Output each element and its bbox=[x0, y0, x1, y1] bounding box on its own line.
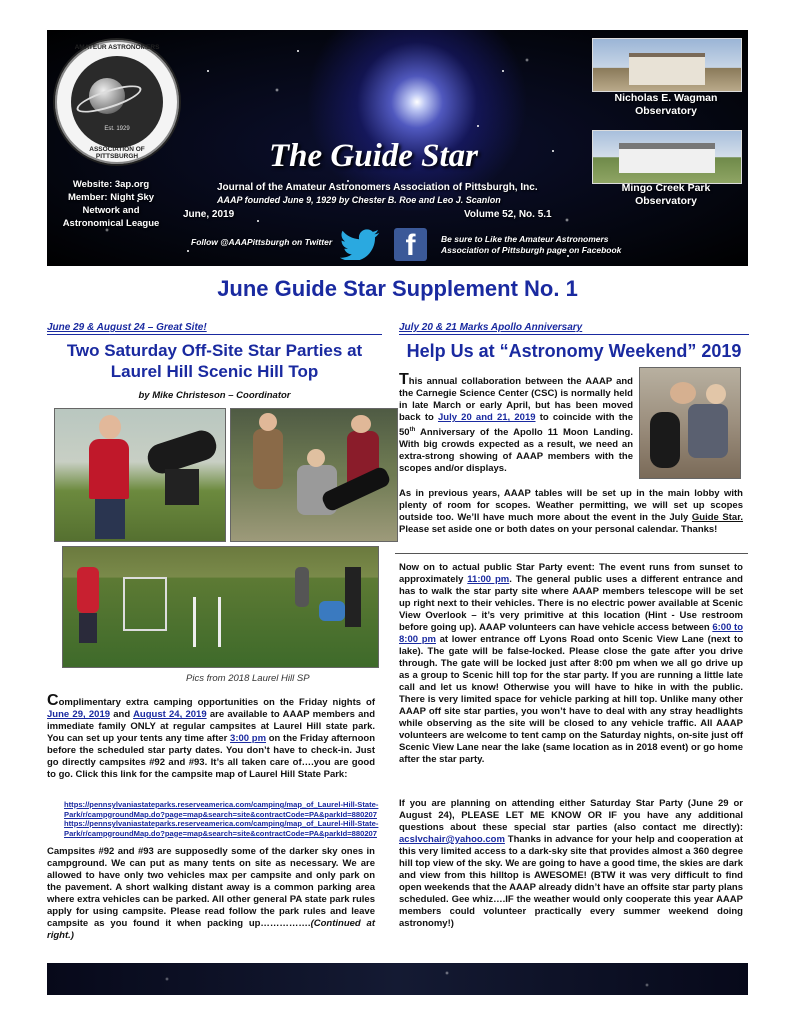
continued-note: (Continued at right.) bbox=[47, 918, 375, 941]
left-kicker-rule bbox=[47, 334, 382, 335]
logo-top-text: AMATEUR ASTRONOMERS bbox=[74, 44, 160, 51]
supplement-title: June Guide Star Supplement No. 1 bbox=[217, 276, 578, 301]
continued-paragraph-1: Now on to actual public Star Party event: The event runs from sunset to approximately 11:00 pm. The general public uses a different entrance and has to walk the star party site where AAAP members telescope will be set up right next to their vehicles. There is no electric power available at Scenic View Overlook – it’s very primitive at this location (Hint - Use restroom before going up). AAAP volunteers can have vehicle access between 6:00 to 8:00 pm at lower entrance off Lyons Road onto Scenic View Lane (next to lake). The gate will be false-locked. Please close the gate after you drive through. The gate will be locked just after 8:00 pm when we all go drive up as a group to Scenic hill top for the star party. If you are running a little late call and let us know! Otherwise you will have to hike in with the public. There is very limited space for vehicle parking at hill top. Unlike many other AAAP off site star parties, you won’t have to deal with any stray headlights while observing as the site will be closed to any vehicle traffic. All AAAP volunteers are welcome to tent camp on the Saturday nights, on-site just off Scenic View Lane near the lake (same location as in 2018 event) or go home after the star party. bbox=[399, 562, 743, 765]
left-article-headline: Two Saturday Off-Site Star Parties at Laurel Hill Scenic Hill Top bbox=[66, 341, 363, 381]
star-party-photo-group bbox=[230, 408, 398, 542]
right-kicker-rule bbox=[399, 334, 749, 335]
issue-date: June, 2019 bbox=[183, 209, 235, 220]
campsite-map-link[interactable]: https://pennsylvaniastateparks.reserveamerica.com/camping/map_of_Laurel-Hill-State- bbox=[64, 800, 379, 809]
newsletter-title: The Guide Star bbox=[269, 138, 479, 174]
continued-paragraph-2: If you are planning on attending either Saturday Star Party (June 29 or August 24), PLEASE LET ME KNOW OR IF you have any additional questions about these special star parties (also contact me directly): acslvchair@yahoo.com Thanks in advance for your help and cooperation at this very limited access to a dark-sky site that provides almost a 360 degree hill top view of the sky. We are going to have a good time, the skies are dark and view from this hilltop is AWESOME! (BTW it was very difficult to find open weekends that the AAAP already didn’t have an offsite star party plans scheduled. Gee whiz….IF the weather would only cooperate this year AAAP members could volunteer practically every summer weekend doing astronomy!) bbox=[399, 798, 743, 929]
wagman-observatory-name: Nicholas E. Wagman Observatory bbox=[614, 92, 718, 117]
time-link-3pm[interactable]: 3:00 pm bbox=[230, 733, 267, 744]
time-link-11pm[interactable]: 11:00 pm bbox=[467, 574, 510, 585]
section-separator bbox=[395, 553, 748, 554]
left-article-byline: by Mike Christeson – Coordinator bbox=[138, 390, 291, 401]
left-article-kicker: June 29 & August 24 – Great Site! bbox=[47, 322, 207, 333]
facebook-line: Association of Pittsburgh page on Facebook bbox=[441, 245, 622, 255]
facebook-line: Be sure to Like the Amateur Astronomers bbox=[441, 234, 609, 244]
founded-line: AAAP founded June 9, 1929 by Chester B. Roe and Leo J. Scanlon bbox=[217, 195, 501, 205]
time-link-6-8pm[interactable]: 6:00 to 8:00 pm bbox=[399, 622, 743, 645]
website-line: Astronomical League bbox=[62, 218, 160, 229]
masthead-banner bbox=[47, 30, 748, 266]
campsite-map-link[interactable]: Park/r/campgroundMap.do?page=map&search=site&contractCode=PA&parkId=880207 bbox=[64, 828, 377, 838]
star-party-photo-telescope bbox=[54, 408, 226, 542]
date-link-august[interactable]: August 24, 2019 bbox=[133, 709, 207, 720]
star-party-photo-field bbox=[62, 546, 379, 668]
left-paragraph-1: Complimentary extra camping opportunities on the Friday nights of June 29, 2019 and August 24, 2019 are available to AAAP members and immediate family ONLY at regular campsites at Laurel Hill state park. You can set up your tents any time after 3:00 pm on the Friday afternoon before the scheduled star party dates. You don’t have to check-in. Just go directly campsites #92 and #93. It’s all taken care of….you are good to go. Click this link for the campsite map of Laurel Hill State Park: bbox=[47, 692, 376, 780]
date-link-june[interactable]: June 29, 2019 bbox=[47, 709, 111, 720]
logo-bottom-text: ASSOCIATION OF PITTSBURGH bbox=[89, 146, 145, 160]
photo-caption: Pics from 2018 Laurel Hill SP bbox=[186, 673, 310, 684]
aaap-logo bbox=[53, 38, 181, 166]
footer-starfield-bar bbox=[47, 963, 748, 995]
astronomy-weekend-photo bbox=[639, 367, 741, 479]
facebook-icon[interactable]: f bbox=[394, 228, 427, 261]
website-line: Member: Night Sky bbox=[67, 192, 155, 203]
left-paragraph-2: Campsites #92 and #93 are supposedly some of the darker sky ones in campground. We can put as many tents on site as necessary. We are allowed to have only two vehicles max per campsite and only park on the pavement. A short walking distant away is a common parking area where extra vehicles can be parked. All other general PA state park rules apply for using campsite. Please read follow the park rules and leave campsite as you found it when packing up…………….(Continued at right.) bbox=[47, 846, 375, 941]
campsite-map-links[interactable] bbox=[64, 800, 380, 838]
mingo-creek-observatory-photo bbox=[592, 130, 742, 184]
twitter-follow-text[interactable]: Follow @AAAPittsburgh on Twitter bbox=[191, 237, 333, 247]
campsite-map-link[interactable]: Park/r/campgroundMap.do?page=map&search=site&contractCode=PA&parkId=880207 bbox=[64, 809, 377, 819]
logo-est-text: Est. 1929 bbox=[104, 126, 130, 132]
website-line: Website: 3ap.org bbox=[72, 179, 150, 190]
issue-volume: Volume 52, No. 5.1 bbox=[464, 209, 552, 220]
astronomy-weekend-dates-link[interactable]: July 20 and 21, 2019 bbox=[437, 412, 536, 423]
facebook-like-text[interactable] bbox=[441, 234, 641, 256]
right-paragraph-1: This annual collaboration between the AAAP and the Carnegie Science Center (CSC) is normally held in late March or early April, but has been moved back to July 20 and 21, 2019 to coincide with the 50th Anniversary of the Apollo 11 Moon Landing. With big crowds expected as a result, we need an extra-strong showing of AAAP members with the scopes and/or displays. bbox=[399, 371, 633, 475]
right-article-kicker: July 20 & 21 Marks Apollo Anniversary bbox=[399, 322, 583, 333]
wagman-observatory-photo bbox=[592, 38, 742, 92]
right-paragraph-2: As in previous years, AAAP tables will be set up in the main lobby with plenty of room for scopes. Weather permitting, we will set up scopes outside too. We’ll have much more about the event in the July Guide Star. Please set aside one or both dates on your personal calendar. Thanks! bbox=[399, 488, 744, 535]
website-line: Network and bbox=[82, 205, 140, 216]
twitter-bird-icon[interactable] bbox=[339, 228, 381, 260]
campsite-map-link[interactable]: https://pennsylvaniastateparks.reserveamerica.com/camping/map_of_Laurel-Hill-State- bbox=[64, 819, 379, 828]
website-info bbox=[55, 178, 167, 230]
journal-subtitle: Journal of the Amateur Astronomers Association of Pittsburgh, Inc. bbox=[217, 182, 538, 193]
left-article-body bbox=[47, 692, 376, 781]
guide-star-reference: Guide Star. bbox=[691, 512, 744, 523]
right-article-headline: Help Us at “Astronomy Weekend” 2019 bbox=[406, 341, 742, 361]
contact-email-link[interactable]: acslvchair@yahoo.com bbox=[399, 834, 505, 845]
mingo-creek-observatory-name: Mingo Creek Park Observatory bbox=[621, 182, 711, 207]
